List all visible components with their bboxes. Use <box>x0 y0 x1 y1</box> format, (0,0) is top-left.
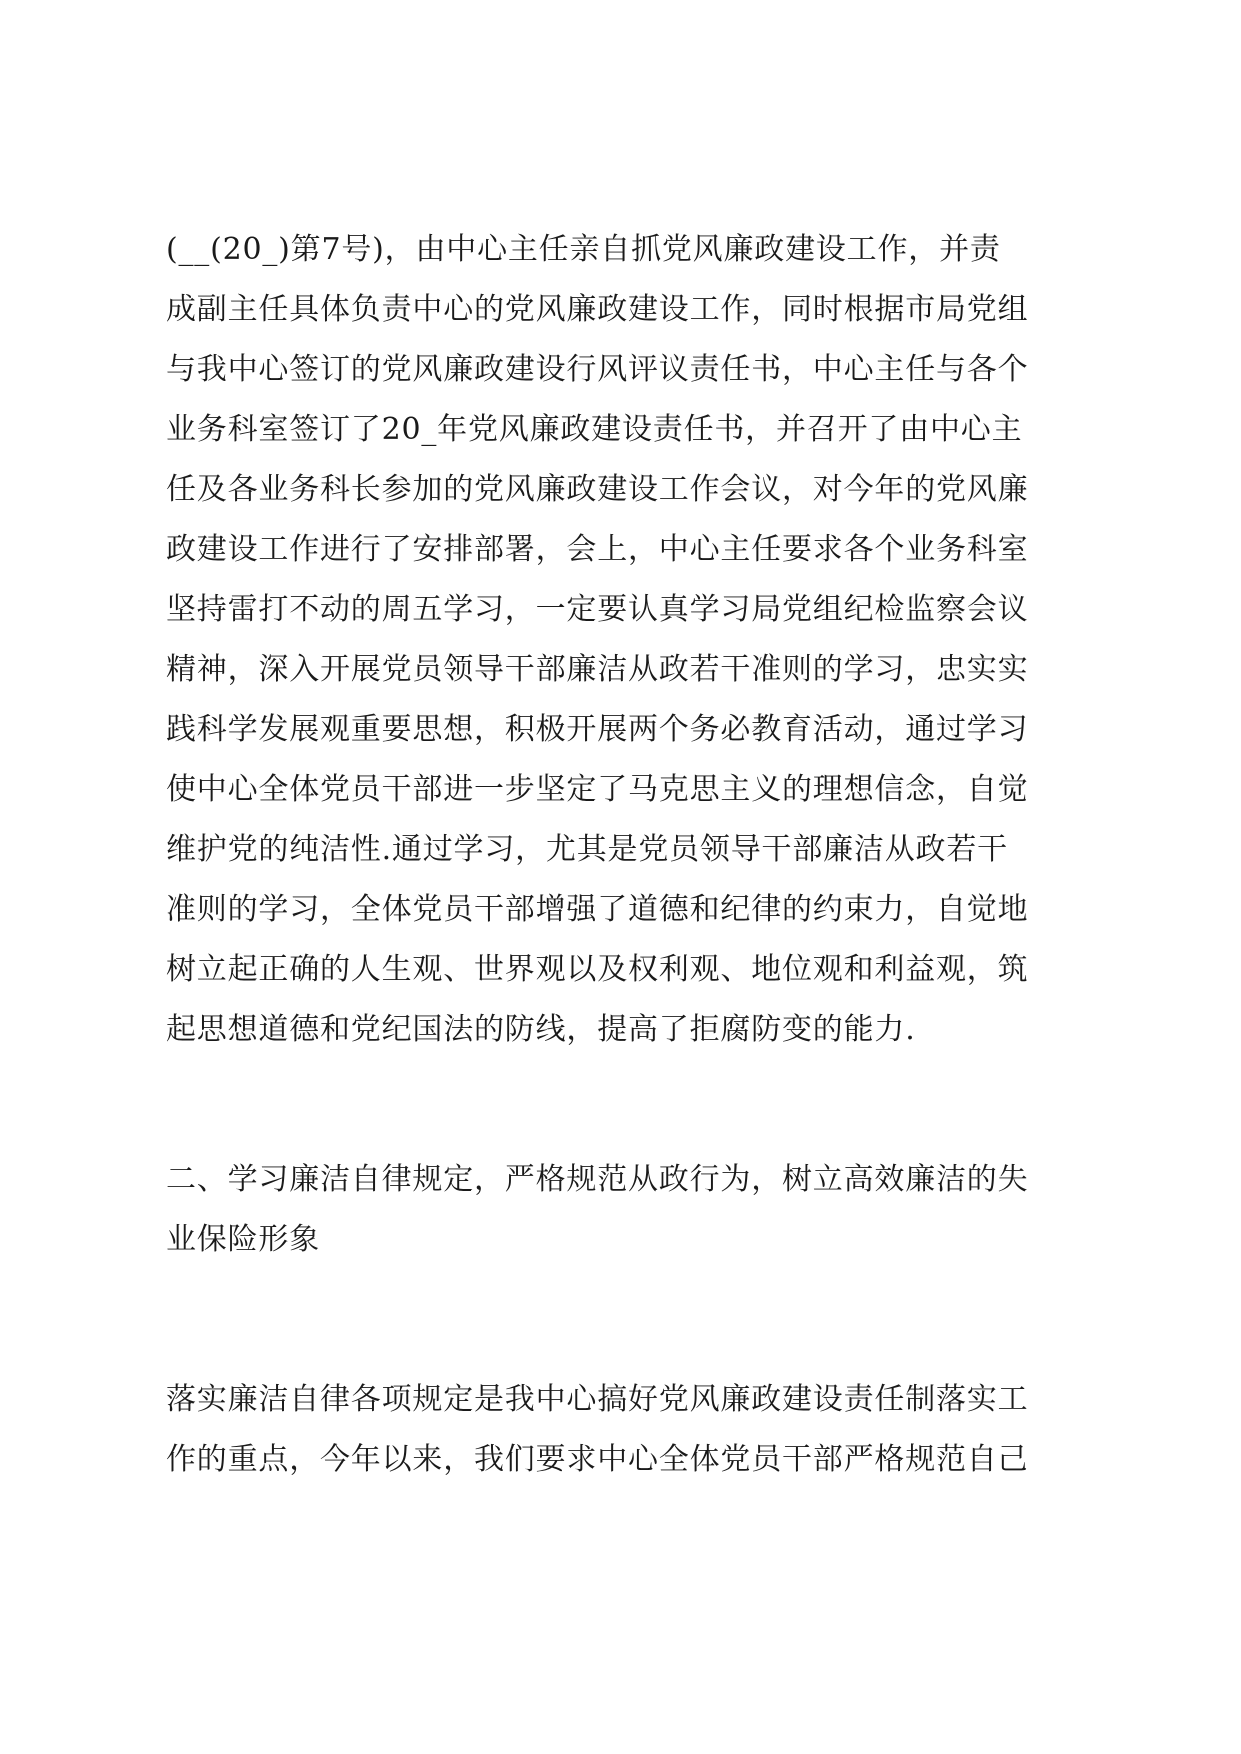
text-line: 作的重点，今年以来，我们要求中心全体党员干部严格规范自己 <box>166 1442 1029 1477</box>
text-line: 精神，深入开展党员领导干部廉洁从政若干准则的学习，忠实实 <box>166 652 1029 687</box>
text-line: 与我中心签订的党风廉政建设行风评议责任书，中心主任与各个 <box>166 352 1029 387</box>
text-line: 践科学发展观重要思想，积极开展两个务必教育活动，通过学习 <box>166 712 1029 747</box>
text-line: 政建设工作进行了安排部署，会上，中心主任要求各个业务科室 <box>166 532 1029 567</box>
text-line: 维护党的纯洁性.通过学习，尤其是党员领导干部廉洁从政若干 <box>166 832 1008 867</box>
text-line: 准则的学习，全体党员干部增强了道德和纪律的约束力，自觉地 <box>166 892 1029 927</box>
text-line: 起思想道德和党纪国法的防线，提高了拒腐防变的能力. <box>166 1012 916 1047</box>
text-line: 树立起正确的人生观、世界观以及权利观、地位观和利益观，筑 <box>166 952 1029 987</box>
text-line: 落实廉洁自律各项规定是我中心搞好党风廉政建设责任制落实工 <box>166 1382 1029 1417</box>
body-paragraph <box>166 220 1096 1060</box>
text-line: (__(20_)第7号)，由中心主任亲自抓党风廉政建设工作，并责 <box>166 232 1001 267</box>
text-line: 业务科室签订了20_年党风廉政建设责任书，并召开了由中心主 <box>166 412 1023 447</box>
text-line: 任及各业务科长参加的党风廉政建设工作会议，对今年的党风廉 <box>166 472 1029 507</box>
text-line: 成副主任具体负责中心的党风廉政建设工作，同时根据市局党组 <box>166 292 1029 327</box>
heading-line: 业保险形象 <box>166 1222 320 1257</box>
heading-line: 二、学习廉洁自律规定，严格规范从政行为，树立高效廉洁的失 <box>166 1162 1029 1197</box>
body-paragraph <box>166 1370 1096 1490</box>
text-line: 使中心全体党员干部进一步坚定了马克思主义的理想信念，自觉 <box>166 772 1029 807</box>
section-heading <box>166 1150 1096 1270</box>
text-line: 坚持雷打不动的周五学习，一定要认真学习局党组纪检监察会议 <box>166 592 1029 627</box>
